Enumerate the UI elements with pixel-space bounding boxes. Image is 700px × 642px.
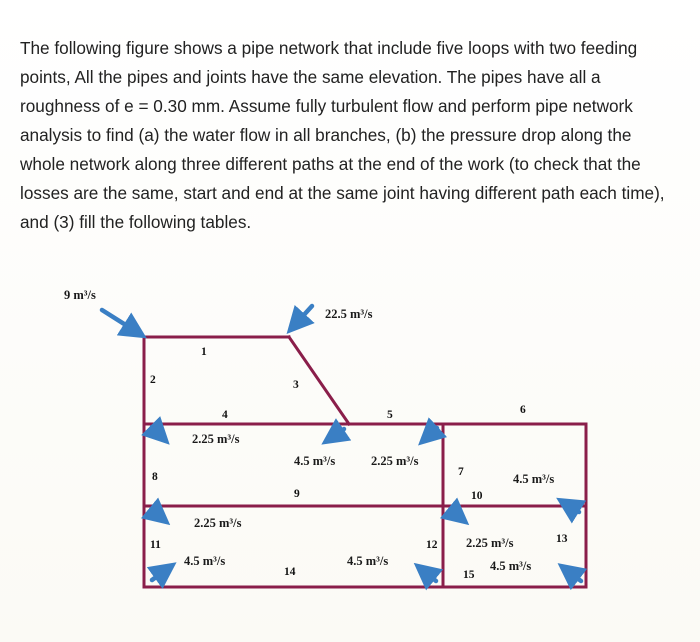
pipe-number-2: 2 (150, 374, 156, 386)
pipe-number-5: 5 (387, 409, 393, 421)
outflow-arrow-j6 (451, 510, 463, 520)
flow-label-j6: 2.25 m³/s (466, 536, 514, 550)
problem-line: points, All the pipes and joints have the same elevation. The pipes have all a (20, 67, 601, 87)
problem-line: and (3) fill the following tables. (20, 212, 252, 232)
inflow-arrow-top (292, 306, 312, 328)
pipe-number-13: 13 (556, 533, 568, 545)
outflow-arrow-j3 (424, 428, 437, 440)
outflow-arrow-j1 (152, 427, 164, 439)
flow-label-j3: 2.25 m³/s (371, 454, 419, 468)
pipe-number-14: 14 (284, 566, 296, 578)
outflow-arrow-j4 (152, 510, 164, 520)
pipes (144, 337, 586, 587)
outflow-arrow-j7 (420, 568, 436, 581)
problem-line: whole network along three different paths at the end of the work (to check that the (20, 154, 641, 174)
flow-label-j5: 4.5 m³/s (184, 554, 226, 568)
pipe-number-10: 10 (471, 490, 483, 502)
pipe-number-15: 15 (463, 569, 475, 581)
pipe-number-7: 7 (458, 466, 464, 478)
pipe-number-12: 12 (426, 539, 438, 551)
flow-label-j8: 4.5 m³/s (513, 472, 555, 486)
flow-label-inflow-top: 22.5 m³/s (325, 307, 373, 321)
problem-line: analysis to find (a) the water flow in all branches, (b) the pressure drop along the (20, 125, 632, 145)
outflow-arrow-j2 (328, 429, 344, 440)
flow-label-j4: 2.25 m³/s (194, 516, 242, 530)
flow-label-j9: 4.5 m³/s (490, 559, 532, 573)
problem-line: roughness of e = 0.30 mm. Assume fully turbulent flow and perform pipe network (20, 96, 633, 116)
pipe-number-11: 11 (150, 539, 161, 551)
pipe-number-6: 6 (520, 404, 526, 416)
pipe-number-9: 9 (294, 488, 300, 500)
problem-line: The following figure shows a pipe network that include five loops with two feeding (20, 38, 638, 58)
outflow-arrow-j5 (152, 567, 170, 580)
flow-label-inflow-left: 9 m³/s (64, 288, 96, 302)
pipe-number-3: 3 (293, 379, 299, 391)
inflow-arrow-left (102, 310, 140, 334)
problem-line: losses are the same, start and end at the same joint having different path each time), (20, 183, 665, 203)
pipe-number-4: 4 (222, 409, 228, 421)
flow-label-j2: 4.5 m³/s (294, 454, 336, 468)
pipe-number-8: 8 (152, 471, 158, 483)
flow-label-j1: 2.25 m³/s (192, 432, 240, 446)
pipe-number-1: 1 (201, 346, 207, 358)
outflow-arrow-j9 (564, 568, 581, 581)
flow-label-j7: 4.5 m³/s (347, 554, 389, 568)
